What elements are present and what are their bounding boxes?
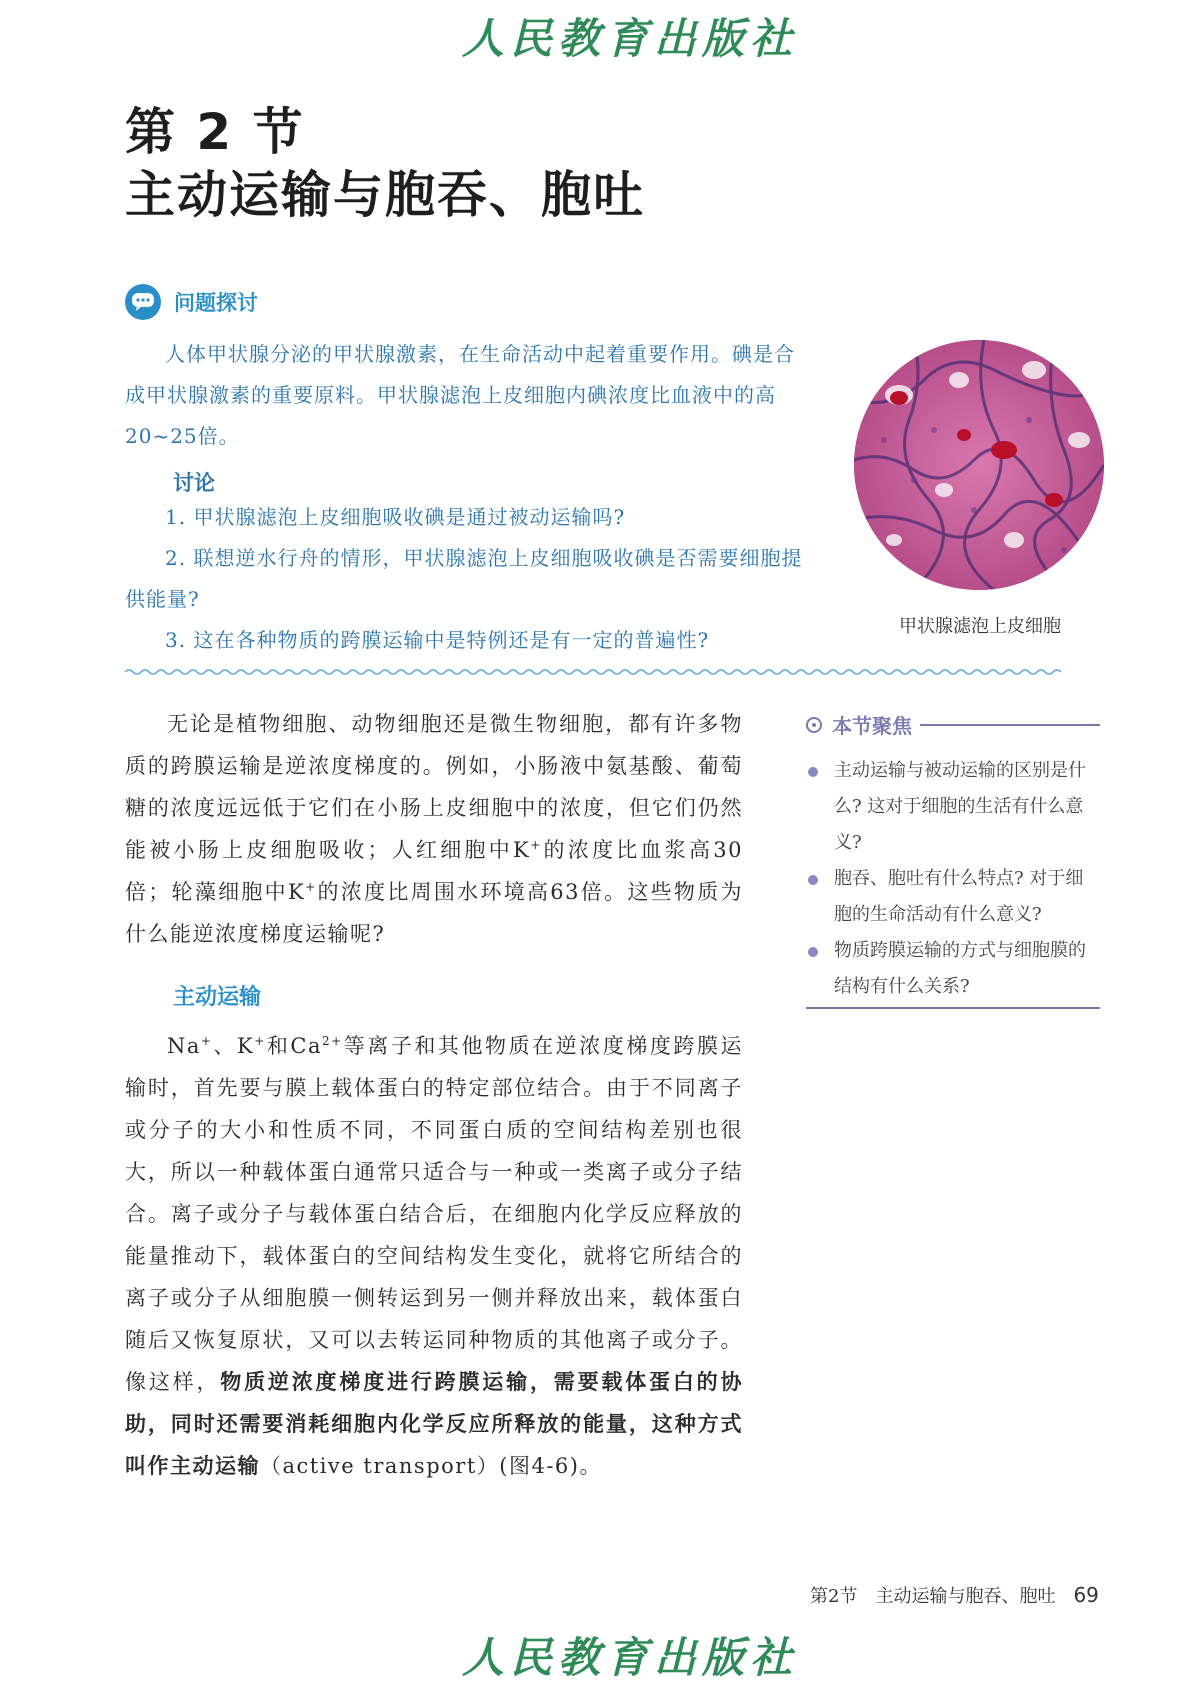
figure-caption: 甲状腺滤泡上皮细胞 [899,616,1061,637]
discussion-item: 2. 联想逆水行舟的情形，甲状腺滤泡上皮细胞吸收碘是否需要细胞提供能量? [125,546,803,611]
publisher-watermark-top: 人民教育出版社 [461,14,798,63]
publisher-watermark-bottom: 人民教育出版社 [461,1633,798,1682]
thyroid-micrograph [854,340,1104,590]
bullet-icon [808,875,818,885]
chat-bubble-icon [125,284,161,320]
intro-paragraph: 无论是植物细胞、动物细胞还是微生物细胞，都有许多物质的跨膜运输是逆浓度梯度的。例如，小肠液中氨基酸、葡萄糖的浓度远远低于它们在小肠上皮细胞中的浓度，但它们仍然能被小肠上皮细胞吸收；人红细胞中K+的浓度比血浆高30倍；轮藻细胞中K+的浓度比周围水环境高63倍。这些物质为什么能逆浓度梯度运输呢? [125,712,743,946]
focus-rule [920,724,1100,726]
focus-title: 本节聚焦 [832,714,912,738]
discussion-list [125,497,815,661]
section-number: 第 2 节 [125,103,305,161]
wavy-divider [125,668,1100,676]
bullet-icon [808,947,818,957]
focus-item: 物质跨膜运输的方式与细胞膜的结构有什么关系? [806,933,1100,1005]
focus-item: 胞吞、胞吐有什么特点? 对于细胞的生命活动有什么意义? [806,861,1100,933]
discussion-heading: 讨论 [173,471,215,495]
focus-item: 主动运输与被动运输的区别是什么? 这对于细胞的生活有什么意义? [806,753,1100,861]
question-heading: 问题探讨 [174,291,258,315]
focus-bottom-rule [806,1007,1100,1009]
target-icon [806,717,822,733]
active-transport-paragraph: Na+、K+和$Ca^{2+}$等离子和其他物质在逆浓度梯度跨膜运输时，首先要与膜上载体蛋白的特定部位结合。由于不同离子或分子的大小和性质不同，不同蛋白质的空间结构差别也很大，所以一种载体蛋白通常只适合与一种或一类离子或分子结合。离子或分子与载体蛋白结合后，在细胞内化学反应释放的能量推动下，载体蛋白的空间结构发生变化，就将它所结合的离子或分子从细胞膜一侧转运到另一侧并释放出来，载体蛋白随后又恢复原状，又可以去转运同种物质的其他离子或分子。像这样，物质逆浓度梯度进行跨膜运输，需要载体蛋白的协助，同时还需要消耗细胞内化学反应所释放的能量，这种方式叫作主动运输（active transport）(图4-6)。 [125,1034,743,1478]
footer-section: 第2节 主动运输与胞吞、胞吐 [810,1586,1056,1607]
discussion-item: 3. 这在各种物质的跨膜运输中是特例还是有一定的普遍性? [165,628,710,652]
bullet-icon [808,767,818,777]
section-focus-box [806,710,1100,1005]
page-footer [810,1582,1099,1608]
subsection-heading-active-transport: 主动运输 [173,985,262,1010]
section-title: 主动运输与胞吞、胞吐 [125,166,645,224]
discussion-item: 1. 甲状腺滤泡上皮细胞吸收碘是通过被动运输吗? [165,505,626,529]
page-number: 69 [1073,1583,1099,1607]
question-paragraph: 人体甲状腺分泌的甲状腺激素，在生命活动中起着重要作用。碘是合成甲状腺激素的重要原料。甲状腺滤泡上皮细胞内碘浓度比血液中的高20~25倍。 [125,342,795,448]
key-definition: 物质逆浓度梯度进行跨膜运输，需要载体蛋白的协助，同时还需要消耗细胞内化学反应所释放的能量，这种方式叫作主动运输 [125,1370,743,1478]
